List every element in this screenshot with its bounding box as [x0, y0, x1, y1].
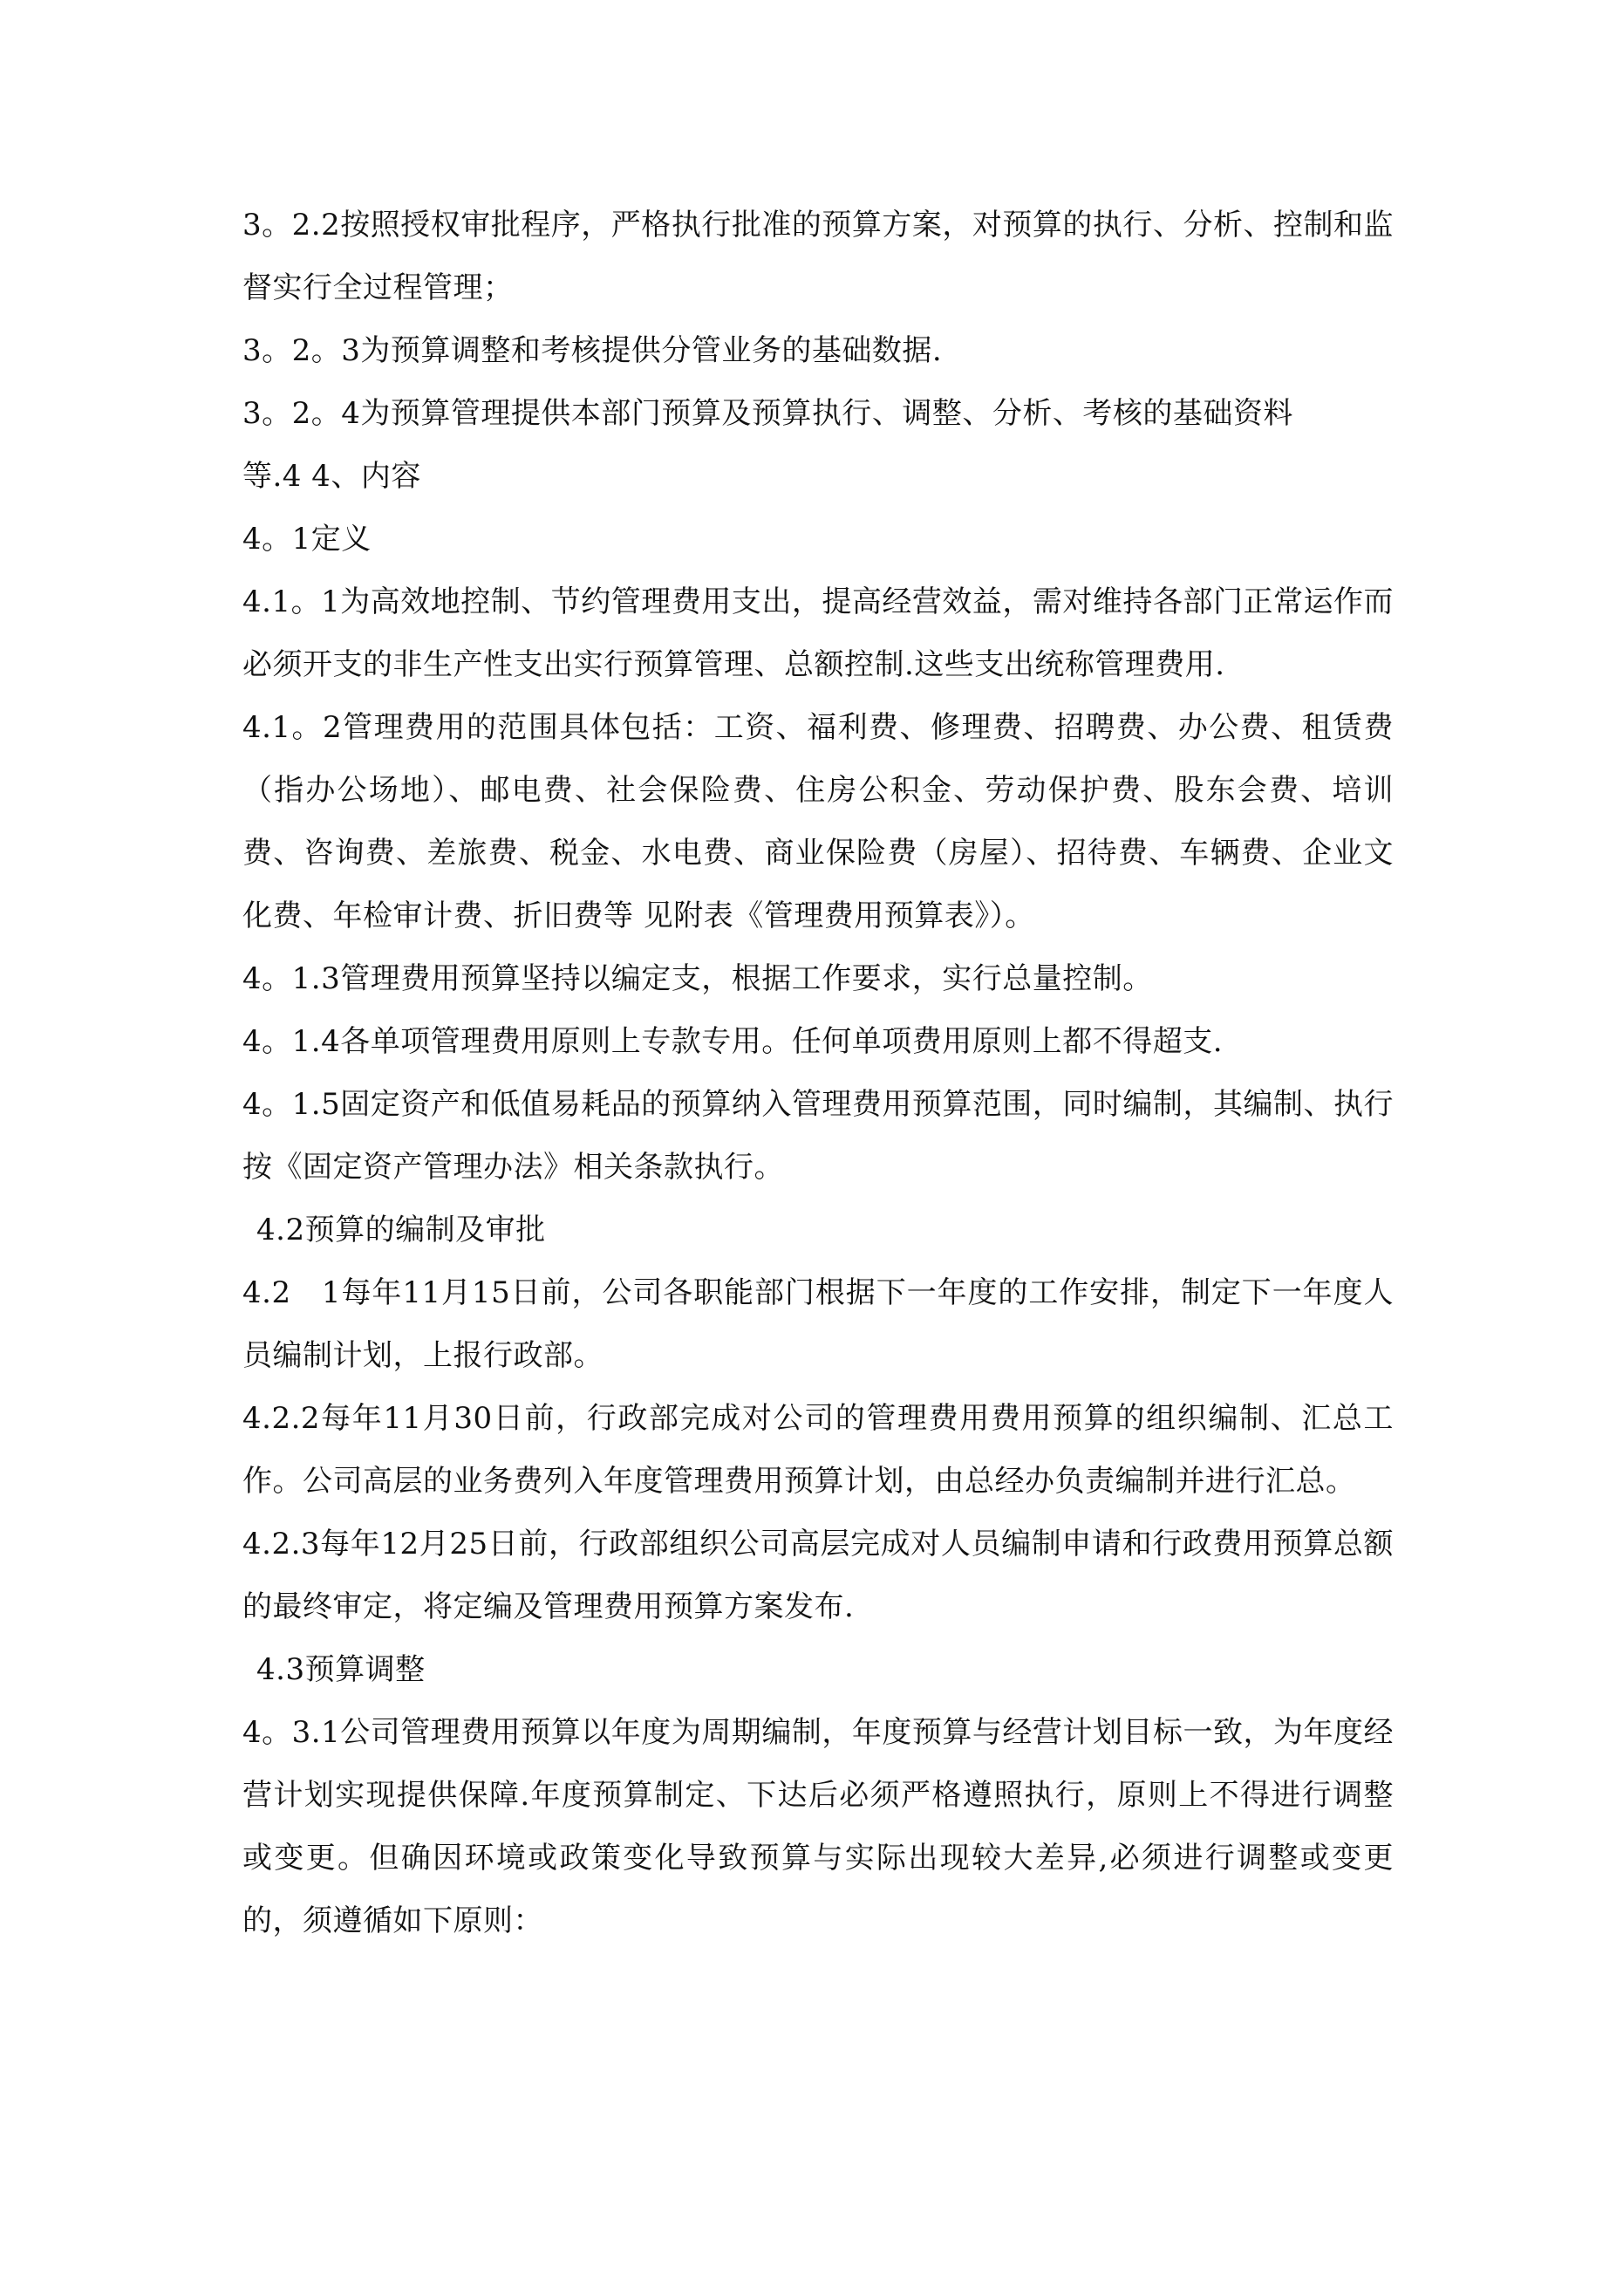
paragraph-4-1-5: 4。1.5固定资产和低值易耗品的预算纳入管理费用预算范围，同时编制，其编制、执行按《固定资产管理办法》相关条款执行。 — [242, 1087, 1394, 1185]
paragraph-4-1-1: 4.1。1为高效地控制、节约管理费用支出，提高经营效益，需对维持各部门正常运作而必须开支的非生产性支出实行预算管理、总额控制.这些支出统称管理费用. — [242, 584, 1394, 682]
paragraph-4-3-1: 4。3.1公司管理费用预算以年度为周期编制，年度预算与经营计划目标一致，为年度经营计划实现提供保障.年度预算制定、下达后必须严格遵照执行，原则上不得进行调整或变更。但确因环境或政策变化导致预算与实际出现较大差异,必须进行调整或变更的，须遵循如下原则： — [242, 1715, 1394, 1938]
paragraph-4-2-2: 4.2.2每年11月30日前，行政部完成对公司的管理费用费用预算的组织编制、汇总工作。公司高层的业务费列入年度管理费用预算计划，由总经办负责编制并进行汇总。 — [242, 1401, 1394, 1499]
heading-4-2: 4.2预算的编制及审批 — [256, 1213, 546, 1247]
paragraph-3-2-4: 3。2。4为预算管理提供本部门预算及预算执行、调整、分析、考核的基础资料 — [242, 396, 1293, 431]
paragraph-4-2-3: 4.2.3每年12月25日前，行政部组织公司高层完成对人员编制申请和行政费用预算总额的最终审定，将定编及管理费用预算方案发布. — [242, 1527, 1394, 1624]
paragraph-section-4-heading: 等.4 4、内容 — [242, 459, 421, 494]
heading-4-3: 4.3预算调整 — [256, 1652, 426, 1687]
paragraph-4-1-3: 4。1.3管理费用预算坚持以编定支，根据工作要求，实行总量控制。 — [242, 961, 1153, 996]
paragraph-4-2-1: 4.2 1每年11月15日前，公司各职能部门根据下一年度的工作安排，制定下一年度人员编制计划，上报行政部。 — [242, 1275, 1394, 1373]
paragraph-4-1-4: 4。1.4各单项管理费用原则上专款专用。任何单项费用原则上都不得超支. — [242, 1024, 1224, 1059]
paragraph-3-2-2: 3。2.2按照授权审批程序，严格执行批准的预算方案，对预算的执行、分析、控制和监督实行全过程管理； — [242, 208, 1394, 305]
heading-4-1: 4。1定义 — [242, 522, 372, 557]
document-body — [242, 194, 1394, 1952]
paragraph-3-2-3: 3。2。3为预算调整和考核提供分管业务的基础数据. — [242, 333, 943, 368]
paragraph-4-1-2: 4.1。2管理费用的范围具体包括：工资、福利费、修理费、招聘费、办公费、租赁费（指办公场地）、邮电费、社会保险费、住房公积金、劳动保护费、股东会费、培训费、咨询费、差旅费、税金、水电费、商业保险费（房屋）、招待费、车辆费、企业文化费、年检审计费、折旧费等 见附表《管理费用预算表》）。 — [242, 710, 1394, 933]
